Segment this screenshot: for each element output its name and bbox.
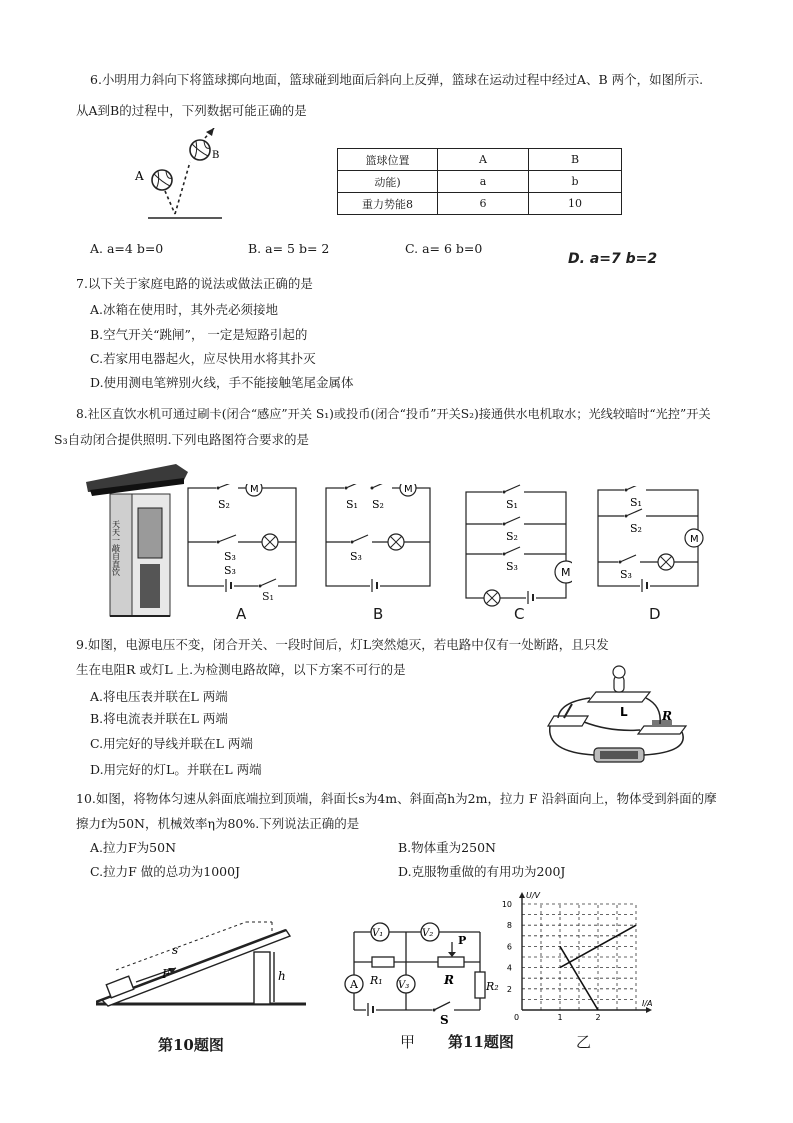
y-tick-label: 8 [506, 921, 512, 931]
basketball-figure [130, 128, 240, 224]
switch-label: S₃ [350, 550, 362, 563]
switch-label: S₂ [218, 498, 230, 511]
q10-stem-line2: 擦力f为50N，机械效率η为80%.下列说法正确的是 [76, 816, 360, 831]
circuit-label-d: D [649, 605, 661, 623]
q6-option-d: D. a=7 b=2 [568, 251, 658, 267]
q10-option-d: D.克服物重做的有用功为200J [398, 864, 566, 879]
table-cell: A [438, 149, 529, 171]
y-tick-label: 4 [506, 963, 512, 973]
motor-label: M [250, 484, 259, 495]
q10-stem-line1: 10.如图，将物体匀速从斜面底端拉到顶端，斜面长s为4m、斜面高h为2m，拉力 F 沿斜面向上，物体受到斜面的摩 [76, 791, 717, 806]
x-tick-label: 1 [557, 1013, 563, 1022]
water-machine-photo [80, 460, 192, 620]
switch-label: S₃ [506, 560, 518, 573]
table-cell: 重力势能8 [338, 193, 438, 215]
switch-label: S₁ [346, 498, 358, 511]
switch-label: S₂ [630, 522, 642, 535]
q11-circuit [340, 912, 500, 1024]
circuit-d [594, 486, 704, 592]
figure-jia-label: 甲 [400, 1033, 416, 1051]
resistor-label: R [444, 973, 454, 987]
q6-option-c: C. a= 6 b=0 [405, 241, 483, 256]
table-row [338, 193, 622, 215]
meter-label: V₁ [372, 928, 384, 939]
q8-stem-line2: S₃自动闭合提供照明.下列电路图符合要求的是 [54, 432, 310, 447]
q10-option-c: C.拉力F 做的总功为1000J [90, 864, 241, 879]
motor-label: M [690, 534, 699, 545]
table-cell: B [529, 149, 622, 171]
q10-option-a: A.拉力F为50N [90, 840, 177, 855]
q7-stem: 7.以下关于家庭电路的说法或做法正确的是 [76, 276, 313, 291]
figure-11-caption: 第11题图 [448, 1033, 514, 1051]
switch-label: S₃ [620, 568, 632, 581]
q6-option-b: B. a= 5 b= 2 [248, 241, 330, 256]
circuit-b [324, 484, 432, 592]
meter-label: V₂ [422, 928, 434, 939]
fig-label-f: F [162, 967, 171, 981]
circuit-label-c: C [514, 605, 525, 623]
fig-label-a: A [135, 169, 144, 183]
figure-yi-label: 乙 [576, 1033, 592, 1051]
fig-label-r: R [662, 709, 672, 723]
chart-labels [502, 891, 653, 1022]
q10-option-b: B.物体重为250N [398, 840, 496, 855]
y-tick-label: 2 [506, 984, 512, 994]
q9-option-d: D.用完好的灯L。并联在L 两端 [90, 762, 262, 777]
u-i-chart [502, 890, 662, 1024]
q6-stem-line2: 从A到B的过程中，下列数据可能正确的是 [76, 103, 307, 118]
q9-stem-line1: 9.如图，电源电压不变，闭合开关、一段时间后，灯L突然熄灭，若电路中仅有一处断路，且只发 [76, 637, 609, 652]
resistor-label: R₁ [370, 974, 383, 987]
switch-label-s1: S₁ [262, 590, 274, 603]
x-tick-label: 2 [595, 1013, 601, 1022]
circuit-label-a: A [236, 605, 247, 623]
fig-label-l: L [620, 705, 628, 719]
meter-label: V₃ [398, 980, 410, 991]
fig-label-h: h [278, 969, 286, 983]
circuit-a [186, 484, 298, 592]
meter-label: A [350, 978, 358, 991]
circuit-c [462, 484, 572, 608]
q7-option-a: A.冰箱在使用时，其外壳必须接地 [90, 302, 279, 317]
energy-table [337, 148, 622, 215]
circuit-label-b: B [373, 605, 384, 623]
table-cell: b [529, 171, 622, 193]
table-cell: 动能) [338, 171, 438, 193]
table-cell: a [438, 171, 529, 193]
q7-option-b: B.空气开关“跳闸”， 一定是短路引起的 [90, 327, 308, 342]
y-axis-arrow [519, 892, 525, 898]
switch-label: S [440, 1013, 449, 1024]
q9-stem-line2: 生在电阻R 或灯L 上.为检测电路故障，以下方案不可行的是 [76, 662, 406, 677]
incline-figure [96, 910, 312, 1010]
table-cell: 篮球位置 [338, 149, 438, 171]
motor-label: M [561, 566, 571, 579]
y-tick-label: 10 [502, 900, 512, 909]
fig-label-b: B [212, 150, 220, 161]
y-tick-label: 6 [506, 942, 512, 952]
table-row [338, 171, 622, 193]
figure-10-caption: 第10题图 [158, 1036, 224, 1054]
q6-option-a: A. a=4 b=0 [90, 241, 164, 256]
origin-label: 0 [514, 1013, 520, 1022]
table-cell: 10 [529, 193, 622, 215]
switch-label: S₃ [224, 550, 236, 563]
q6-stem-line1: 6.小明用力斜向下将篮球掷向地面，篮球碰到地面后斜向上反弹，篮球在运动过程中经过A、B 两个，如图所示. [90, 72, 704, 87]
motor-label: M [404, 484, 413, 495]
switch-label: S₁ [506, 498, 518, 511]
q9-option-c: C.用完好的导线并联在L 两端 [90, 736, 253, 751]
y-axis-label: U/V [526, 891, 541, 900]
switch-label: S₂ [506, 530, 518, 543]
q9-circuit-photo [540, 662, 692, 770]
machine-text: 天天一敲自直饮 [111, 520, 121, 576]
fig-label-s: s [172, 943, 179, 957]
q7-option-d: D.使用测电笔辨别火线，手不能接触笔尾金属体 [90, 375, 354, 390]
q9-option-b: B.将电流表并联在L 两端 [90, 711, 228, 726]
q8-stem-line1: 8.社区直饮水机可通过刷卡(闭合“感应”开关 S₁)或投币(闭合“投币”开关S₂)接通供水电机取水；光线较暗时“光控”开关 [76, 407, 711, 421]
switch-label: S₁ [630, 496, 642, 509]
slider-label: P [458, 934, 467, 947]
resistor-label: R₂ [486, 980, 499, 993]
q9-option-a: A.将电压表并联在L 两端 [90, 689, 228, 704]
q7-option-c: C.若家用电器起火，应尽快用水将其扑灭 [90, 351, 316, 366]
table-row [338, 149, 622, 171]
x-axis-label: I/A [642, 999, 653, 1008]
table-cell: 6 [438, 193, 529, 215]
switch-label: S₃ [224, 564, 236, 577]
switch-label: S₂ [372, 498, 384, 511]
